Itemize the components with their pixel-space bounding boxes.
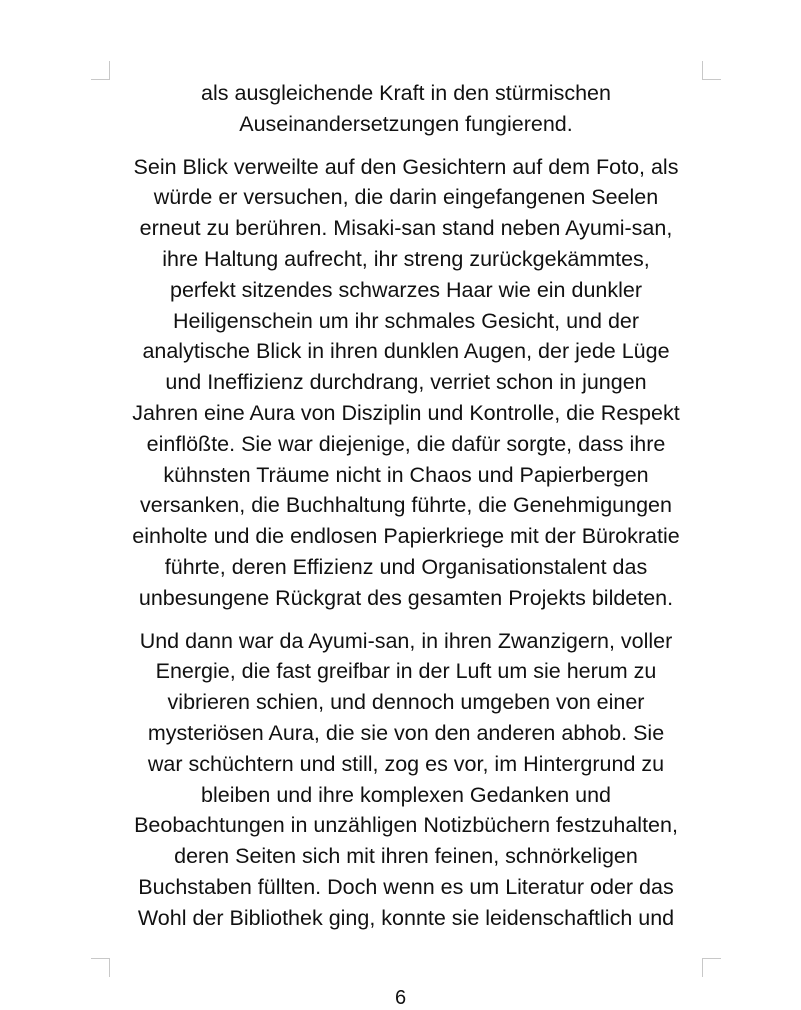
- text-line: Wohl der Bibliothek ging, konnte sie leidenschaftlich und: [137, 905, 675, 930]
- text-line: kühnsten Träume nicht in Chaos und Papierbergen: [163, 462, 649, 487]
- text-line: erneut zu berühren. Misaki-san stand neben Ayumi-san,: [139, 216, 673, 241]
- text-line: unbesungene Rückgrat des gesamten Projekts bildeten.: [138, 585, 674, 610]
- text-line: war schüchtern und still, zog es vor, im Hintergrund zu: [147, 751, 665, 776]
- text-line: würde er versuchen, die darin eingefangenen Seelen: [153, 185, 659, 210]
- text-line: Energie, die fast greifbar in der Luft um sie herum zu: [155, 659, 657, 684]
- text-line: Auseinandersetzungen fungierend.: [239, 111, 573, 136]
- text-line: einholte und die endlosen Papierkriege mit der Bürokratie: [132, 524, 680, 549]
- body-text: [104, 78, 708, 946]
- text-line: Jahren eine Aura von Disziplin und Kontrolle, die Respekt: [132, 400, 680, 425]
- text-line: Buchstaben füllten. Doch wenn es um Literatur oder das: [138, 874, 674, 899]
- text-line: als ausgleichende Kraft in den stürmischen: [201, 81, 611, 105]
- crop-mark-bottom-left: [91, 958, 110, 977]
- paragraph: [104, 78, 708, 140]
- text-line: und Ineffizienz durchdrang, verriet schon in jungen: [165, 370, 647, 395]
- text-line: mysteriösen Aura, die sie von den anderen abhob. Sie: [147, 720, 665, 745]
- text-line: deren Seiten sich mit ihren feinen, schnörkeligen: [174, 844, 638, 869]
- text-line: vibrieren schien, und dennoch umgeben von einer: [167, 690, 645, 715]
- text-line: bleiben und ihre komplexen Gedanken und: [201, 782, 611, 807]
- paragraph: [104, 152, 708, 614]
- text-line: ihre Haltung aufrecht, ihr streng zurückgekämmtes,: [162, 246, 650, 271]
- page-number: 6: [394, 987, 407, 1009]
- text-line: versanken, die Buchhaltung führte, die Genehmigungen: [140, 493, 672, 518]
- paragraph: [104, 626, 708, 934]
- text-line: Beobachtungen in unzähligen Notizbüchern festzuhalten,: [134, 813, 678, 838]
- text-line: Und dann war da Ayumi-san, in ihren Zwanzigern, voller: [139, 628, 673, 653]
- text-line: perfekt sitzendes schwarzes Haar wie ein dunkler: [169, 277, 643, 302]
- text-line: einflößte. Sie war diejenige, die dafür sorgte, dass ihre: [146, 431, 666, 456]
- crop-mark-bottom-right: [702, 958, 721, 977]
- text-line: führte, deren Effizienz und Organisationstalent das: [164, 554, 648, 579]
- text-line: analytische Blick in ihren dunklen Augen, der jede Lüge: [142, 339, 670, 364]
- text-line: Sein Blick verweilte auf den Gesichtern auf dem Foto, als: [133, 154, 679, 179]
- text-line: Heiligenschein um ihr schmales Gesicht, und der: [172, 308, 640, 333]
